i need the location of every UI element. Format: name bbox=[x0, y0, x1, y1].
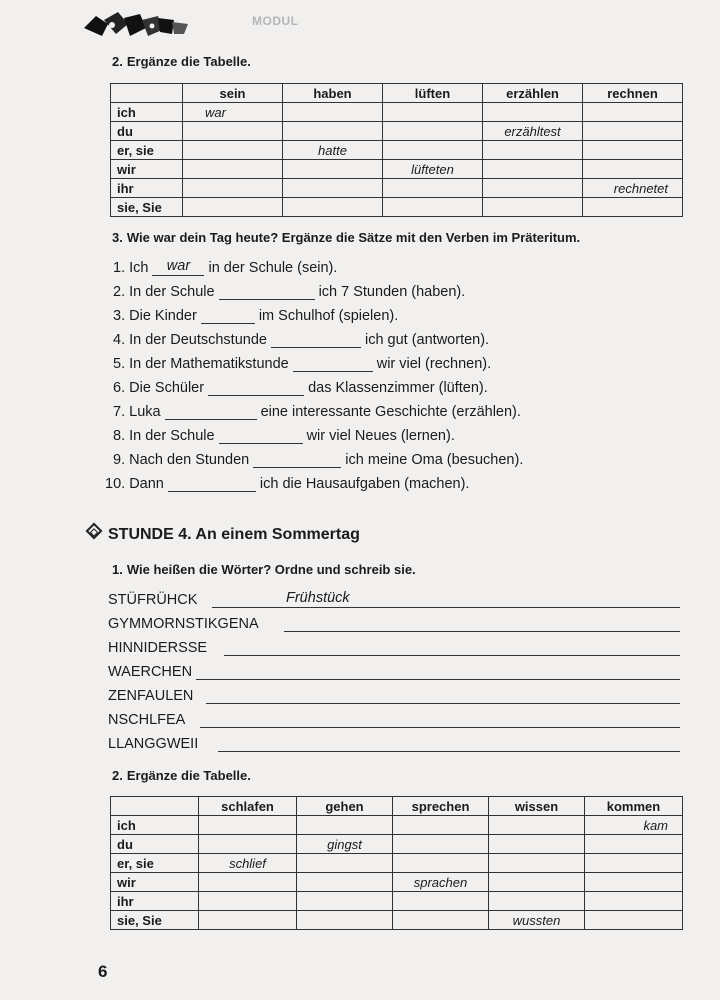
word-row bbox=[108, 684, 680, 708]
pronoun-cell: ich bbox=[111, 103, 183, 122]
answer-gap[interactable] bbox=[208, 378, 304, 396]
diamond-bullet-icon bbox=[86, 523, 103, 540]
answer-cell[interactable] bbox=[583, 103, 683, 122]
sentence bbox=[113, 304, 523, 328]
answer-cell[interactable] bbox=[393, 835, 489, 854]
task-2b-number: 2. bbox=[112, 768, 123, 783]
answer-cell[interactable]: sprachen bbox=[393, 873, 489, 892]
table-row bbox=[111, 198, 683, 217]
word-row bbox=[108, 660, 680, 684]
table-row bbox=[111, 141, 683, 160]
module-tag: MODUL bbox=[252, 14, 299, 28]
answer-cell[interactable] bbox=[183, 198, 283, 217]
answer-cell[interactable] bbox=[383, 122, 483, 141]
answer-cell[interactable] bbox=[489, 873, 585, 892]
table-header-row bbox=[111, 797, 683, 816]
sentence-end: ich gut (antworten). bbox=[364, 332, 490, 348]
sentence-list bbox=[105, 256, 524, 496]
word-row bbox=[108, 732, 680, 756]
sentence bbox=[113, 256, 523, 280]
answer-cell[interactable]: erzähltest bbox=[483, 122, 583, 141]
sentence bbox=[113, 400, 523, 424]
table-row bbox=[111, 160, 683, 179]
answer-cell[interactable] bbox=[383, 198, 483, 217]
scrambled-word: STÜFRÜHCK bbox=[108, 592, 198, 608]
sentence-number: 2. bbox=[113, 284, 126, 300]
scrambled-word: ZENFAULEN bbox=[108, 688, 194, 704]
table-row bbox=[111, 103, 683, 122]
answer-cell[interactable] bbox=[199, 816, 297, 835]
sentence bbox=[113, 280, 523, 304]
answer-cell[interactable] bbox=[283, 103, 383, 122]
table-corner-cell bbox=[111, 84, 183, 103]
answer-cell[interactable] bbox=[583, 160, 683, 179]
answer-line[interactable] bbox=[212, 607, 680, 608]
sentence-start: In der Schule bbox=[129, 284, 215, 300]
answer-gap[interactable] bbox=[165, 402, 257, 420]
pronoun-cell: ihr bbox=[111, 179, 183, 198]
sentence-number: 9. bbox=[113, 452, 126, 468]
answer-cell[interactable]: lüfteten bbox=[383, 160, 483, 179]
answer-gap[interactable] bbox=[201, 306, 255, 324]
pronoun-cell: ich bbox=[111, 816, 199, 835]
sentence bbox=[113, 376, 523, 400]
column-header: gehen bbox=[297, 797, 393, 816]
table-row bbox=[111, 892, 683, 911]
answer-gap[interactable] bbox=[219, 426, 303, 444]
sentence-number: 1. bbox=[113, 260, 126, 276]
sentence-start: In der Mathematikstunde bbox=[129, 356, 289, 372]
answer-cell[interactable] bbox=[489, 892, 585, 911]
answer-gap[interactable] bbox=[293, 354, 373, 372]
pronoun-cell: ihr bbox=[111, 892, 199, 911]
answer-cell[interactable] bbox=[483, 198, 583, 217]
answer-cell[interactable] bbox=[393, 816, 489, 835]
sentence bbox=[113, 352, 523, 376]
answer-cell[interactable] bbox=[283, 198, 383, 217]
answer-cell[interactable] bbox=[383, 179, 483, 198]
sentence bbox=[113, 328, 523, 352]
answer-cell[interactable] bbox=[489, 816, 585, 835]
column-header: rechnen bbox=[583, 84, 683, 103]
answer-cell[interactable] bbox=[183, 179, 283, 198]
answer-cell[interactable] bbox=[297, 854, 393, 873]
scrambled-word: HINNIDERSSE bbox=[108, 640, 208, 656]
pronoun-cell: er, sie bbox=[111, 141, 183, 160]
sentence-number: 6. bbox=[113, 380, 126, 396]
answer-cell[interactable] bbox=[393, 911, 489, 930]
scrambled-word: NSCHLFEA bbox=[108, 712, 186, 728]
section-title: STUNDE 4. An einem Sommertag bbox=[108, 526, 360, 543]
column-header: lüften bbox=[383, 84, 483, 103]
sentence-end: ich meine Oma (besuchen). bbox=[345, 452, 524, 468]
sentence-start: Die Kinder bbox=[129, 308, 197, 324]
column-header: sprechen bbox=[393, 797, 489, 816]
answer-cell[interactable] bbox=[383, 103, 483, 122]
answer-cell[interactable] bbox=[583, 198, 683, 217]
answer-gap[interactable] bbox=[219, 282, 315, 300]
column-header: haben bbox=[283, 84, 383, 103]
answer-cell[interactable] bbox=[583, 141, 683, 160]
sentence-end: im Schulhof (spielen). bbox=[258, 308, 399, 324]
task-3-text: Wie war dein Tag heute? Ergänze die Sätze mit den Verben im Präteritum. bbox=[126, 230, 581, 245]
task-2a-title bbox=[112, 54, 251, 69]
answer-cell[interactable] bbox=[297, 873, 393, 892]
answer-cell[interactable] bbox=[583, 122, 683, 141]
table-row bbox=[111, 835, 683, 854]
table-row bbox=[111, 854, 683, 873]
answer-cell[interactable] bbox=[183, 122, 283, 141]
answer-cell[interactable] bbox=[297, 816, 393, 835]
sentence-start: Die Schüler bbox=[129, 380, 205, 396]
section-heading bbox=[84, 526, 360, 544]
word-row bbox=[108, 708, 680, 732]
table-row bbox=[111, 122, 683, 141]
pronoun-cell: sie, Sie bbox=[111, 911, 199, 930]
answer-cell[interactable] bbox=[199, 911, 297, 930]
sentence-end: wir viel Neues (lernen). bbox=[306, 428, 455, 444]
task-2b-text: Ergänze die Tabelle. bbox=[126, 768, 251, 783]
answer-cell[interactable]: wussten bbox=[489, 911, 585, 930]
answer-line[interactable] bbox=[284, 631, 680, 632]
answer-cell[interactable] bbox=[585, 911, 683, 930]
answer-gap[interactable]: war bbox=[152, 258, 204, 276]
answer-line[interactable] bbox=[206, 703, 680, 704]
task-2a-text: Ergänze die Tabelle. bbox=[126, 54, 251, 69]
pronoun-cell: er, sie bbox=[111, 854, 199, 873]
answer-cell[interactable] bbox=[283, 122, 383, 141]
answer-cell[interactable] bbox=[199, 835, 297, 854]
task-3-number: 3. bbox=[112, 230, 123, 245]
answer-cell[interactable] bbox=[393, 854, 489, 873]
word-answer: Frühstück bbox=[286, 590, 350, 606]
page-number: 6 bbox=[98, 962, 108, 981]
answer-cell[interactable] bbox=[199, 873, 297, 892]
answer-cell[interactable] bbox=[183, 160, 283, 179]
sentence-number: 5. bbox=[113, 356, 126, 372]
answer-gap[interactable] bbox=[168, 474, 256, 492]
answer-cell[interactable] bbox=[483, 141, 583, 160]
column-header: wissen bbox=[489, 797, 585, 816]
answer-cell[interactable] bbox=[297, 911, 393, 930]
answer-gap[interactable] bbox=[253, 450, 341, 468]
task-2a-number: 2. bbox=[112, 54, 123, 69]
answer-cell[interactable]: hatte bbox=[283, 141, 383, 160]
sentence-number: 7. bbox=[113, 404, 126, 420]
verb-table-1 bbox=[110, 83, 683, 217]
task-1-text: Wie heißen die Wörter? Ordne und schreib sie. bbox=[126, 562, 416, 577]
sentence-end: ich 7 Stunden (haben). bbox=[318, 284, 466, 300]
answer-cell[interactable] bbox=[297, 892, 393, 911]
answer-cell[interactable]: schlief bbox=[199, 854, 297, 873]
sentence bbox=[113, 424, 523, 448]
answer-cell[interactable] bbox=[483, 160, 583, 179]
sentence-number: 4. bbox=[113, 332, 126, 348]
answer-gap[interactable] bbox=[271, 330, 361, 348]
answer-cell[interactable] bbox=[383, 141, 483, 160]
sentence-number: 8. bbox=[113, 428, 126, 444]
pronoun-cell: du bbox=[111, 122, 183, 141]
answer-cell[interactable]: rechnetet bbox=[583, 179, 683, 198]
answer-cell[interactable] bbox=[585, 873, 683, 892]
sentence-end: das Klassenzimmer (lüften). bbox=[308, 380, 488, 396]
sentence-end: eine interessante Geschichte (erzählen). bbox=[260, 404, 521, 420]
task-3-title bbox=[112, 230, 580, 245]
answer-cell[interactable] bbox=[489, 835, 585, 854]
word-row bbox=[108, 612, 680, 636]
task-2b-title bbox=[112, 768, 251, 783]
sentence-end: wir viel (rechnen). bbox=[376, 356, 492, 372]
answer-cell[interactable] bbox=[199, 892, 297, 911]
scrambled-word: LLANGGWEII bbox=[108, 736, 199, 752]
answer-cell[interactable] bbox=[393, 892, 489, 911]
answer-cell[interactable]: kam bbox=[585, 816, 683, 835]
answer-cell[interactable]: war bbox=[183, 103, 283, 122]
answer-cell[interactable] bbox=[283, 160, 383, 179]
answer-line[interactable] bbox=[224, 655, 680, 656]
scrambled-word: GYMMORNSTIKGENA bbox=[108, 616, 259, 632]
sentence-start: In der Schule bbox=[129, 428, 215, 444]
answer-cell[interactable] bbox=[489, 854, 585, 873]
task-1-number: 1. bbox=[112, 562, 123, 577]
pronoun-cell: du bbox=[111, 835, 199, 854]
pronoun-cell: wir bbox=[111, 873, 199, 892]
sentence-start: Nach den Stunden bbox=[129, 452, 250, 468]
sentence-number: 3. bbox=[113, 308, 126, 324]
answer-cell[interactable] bbox=[283, 179, 383, 198]
answer-line[interactable] bbox=[200, 727, 680, 728]
table-row bbox=[111, 816, 683, 835]
task-1-title bbox=[112, 562, 416, 577]
table-corner-cell bbox=[111, 797, 199, 816]
answer-cell[interactable] bbox=[585, 854, 683, 873]
table-row bbox=[111, 911, 683, 930]
table-row bbox=[111, 179, 683, 198]
answer-cell[interactable] bbox=[483, 179, 583, 198]
scrambled-word: WAERCHEN bbox=[108, 664, 193, 680]
word-row bbox=[108, 636, 680, 660]
sentence-number: 10. bbox=[105, 476, 126, 492]
word-row bbox=[108, 588, 680, 612]
answer-cell[interactable] bbox=[483, 103, 583, 122]
sentence bbox=[105, 472, 523, 496]
sentence-end: in der Schule (sein). bbox=[208, 260, 338, 276]
answer-cell[interactable] bbox=[183, 141, 283, 160]
header-decoration-icon bbox=[82, 10, 192, 40]
table-header-row bbox=[111, 84, 683, 103]
verb-table-2 bbox=[110, 796, 683, 930]
answer-line[interactable] bbox=[218, 751, 680, 752]
column-header: erzählen bbox=[483, 84, 583, 103]
sentence bbox=[113, 448, 523, 472]
sentence-start: Luka bbox=[129, 404, 161, 420]
answer-line[interactable] bbox=[196, 679, 680, 680]
column-header: schlafen bbox=[199, 797, 297, 816]
pronoun-cell: wir bbox=[111, 160, 183, 179]
sentence-start: Ich bbox=[129, 260, 149, 276]
sentence-end: ich die Hausaufgaben (machen). bbox=[259, 476, 470, 492]
pronoun-cell: sie, Sie bbox=[111, 198, 183, 217]
column-header: kommen bbox=[585, 797, 683, 816]
column-header: sein bbox=[183, 84, 283, 103]
word-scramble-list bbox=[108, 588, 680, 756]
sentence-start: Dann bbox=[129, 476, 164, 492]
answer-cell[interactable]: gingst bbox=[297, 835, 393, 854]
answer-cell[interactable] bbox=[585, 892, 683, 911]
sentence-start: In der Deutschstunde bbox=[129, 332, 267, 348]
table-row bbox=[111, 873, 683, 892]
answer-cell[interactable] bbox=[585, 835, 683, 854]
